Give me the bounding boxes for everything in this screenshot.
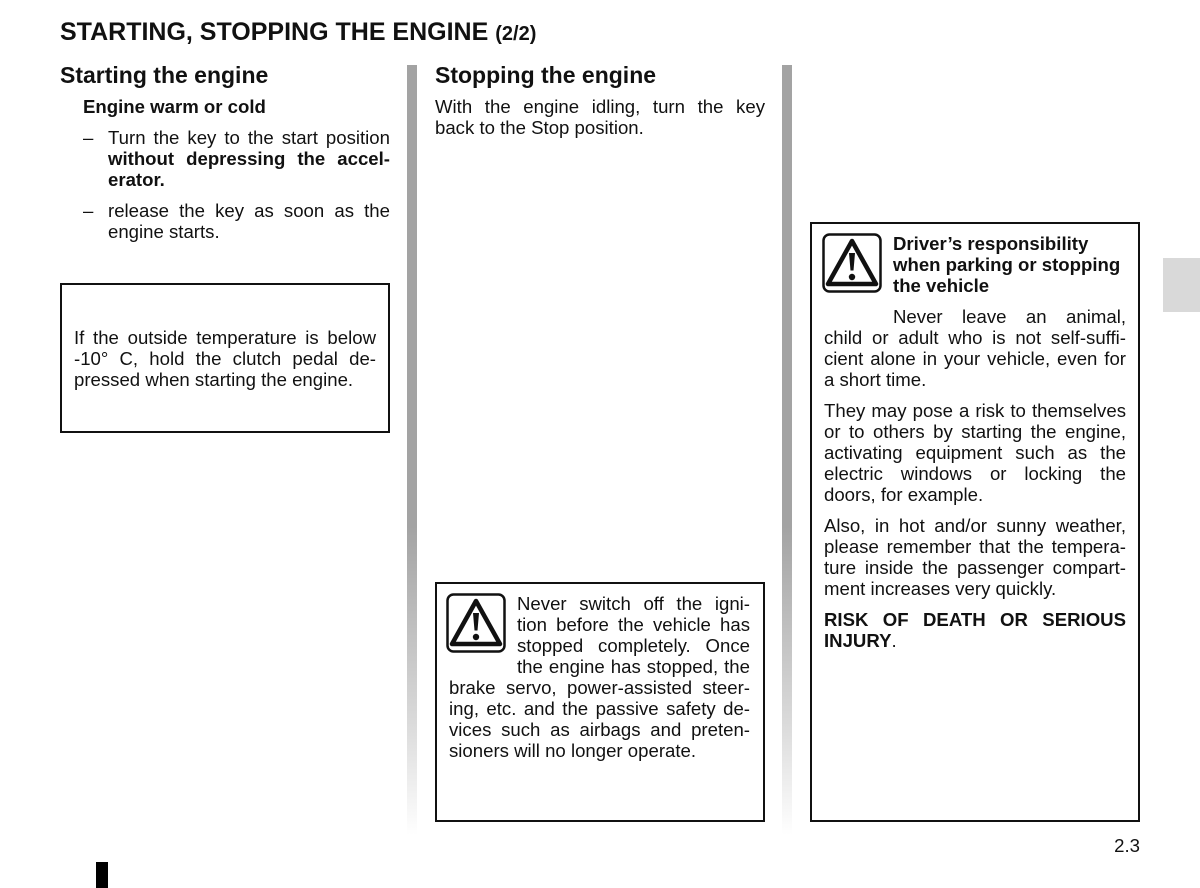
warning-line: stopped completely. Once	[517, 635, 750, 656]
section-tab	[1163, 258, 1200, 312]
paragraph-line: electric windows or locking the	[824, 463, 1126, 484]
warning-heading-line: the vehicle	[893, 275, 990, 296]
step-line-emphasis: erator.	[108, 169, 165, 190]
warning-line: ing, etc. and the passive safety de-	[449, 698, 750, 719]
crop-mark	[96, 862, 108, 888]
column-side-rule	[782, 65, 792, 835]
paragraph-line: doors, for example.	[824, 484, 984, 505]
stopping-instructions	[435, 96, 765, 138]
section-heading-starting: Starting the engine	[60, 62, 269, 88]
warning-triangle-icon	[446, 593, 506, 653]
warning-line: brake servo, power-assisted steer-	[449, 677, 750, 698]
paragraph-line: activating equipment such as the	[824, 442, 1126, 463]
warning-heading-line: Driver’s responsibility	[893, 233, 1089, 254]
paragraph-line: please remember that the tempera-	[824, 536, 1126, 557]
step-line: engine starts.	[108, 221, 220, 242]
paragraph-line: cient alone in your vehicle, even for	[824, 348, 1126, 369]
warning-line: Never switch off the igni-	[517, 593, 750, 614]
step-text	[108, 200, 390, 242]
paragraph-line: Never leave an animal,	[893, 306, 1126, 327]
paragraph-line: a short time.	[824, 369, 927, 390]
driver-responsibility-warning-box	[810, 222, 1140, 822]
warning-line: sioners will no longer operate.	[449, 740, 697, 761]
warning-paragraph	[824, 306, 1126, 390]
note-line: If the outside temperature is below	[74, 326, 376, 348]
page-number: 2.3	[1114, 835, 1140, 856]
page-title	[60, 17, 536, 49]
ignition-warning-box	[435, 582, 765, 822]
risk-line-end: .	[891, 630, 897, 651]
risk-statement	[824, 609, 1126, 651]
warning-line: the engine has stopped, the	[517, 656, 750, 677]
step-line-emphasis: without depressing the accel-	[108, 148, 390, 169]
column-side-rule	[407, 65, 417, 835]
page-title-part: (2/2)	[495, 23, 537, 45]
step-dash: –	[83, 200, 94, 221]
step-line: release the key as soon as the	[108, 200, 390, 221]
warning-heading-line: when parking or stopping	[893, 254, 1121, 275]
paragraph-line: ment increases very quickly.	[824, 578, 1057, 599]
cold-start-note-box	[60, 283, 390, 433]
paragraph-line: ture inside the passenger compart-	[824, 557, 1126, 578]
section-heading-stopping: Stopping the engine	[435, 62, 657, 88]
step-list	[83, 127, 390, 252]
warning-paragraph	[824, 400, 1126, 505]
warning-line: vices such as airbags and preten-	[449, 719, 750, 740]
page-title-text: STARTING, STOPPING THE ENGINE	[60, 18, 489, 46]
note-line: pressed when starting the engine.	[74, 368, 354, 390]
instruction-line: With the engine idling, turn the key	[435, 96, 765, 117]
paragraph-line: They may pose a risk to themselves	[824, 400, 1126, 421]
step-item	[83, 200, 390, 242]
instruction-line: back to the Stop position.	[435, 117, 644, 138]
step-item	[83, 127, 390, 190]
step-line: Turn the key to the start position	[108, 127, 390, 148]
warning-line: tion before the vehicle has	[517, 614, 750, 635]
paragraph-line: child or adult who is not self-suffi-	[824, 327, 1126, 348]
step-dash: –	[83, 127, 94, 148]
paragraph-line: Also, in hot and/or sunny weather,	[824, 515, 1126, 536]
subheading-engine-warm-or-cold: Engine warm or cold	[83, 96, 266, 117]
risk-line-bold: INJURY	[824, 630, 892, 651]
warning-paragraph	[824, 515, 1126, 599]
step-text	[108, 127, 390, 190]
paragraph-line: or to others by starting the engine,	[824, 421, 1126, 442]
risk-line	[824, 630, 1126, 651]
warning-triangle-icon	[822, 233, 882, 293]
note-line: -10° C, hold the clutch pedal de-	[74, 347, 376, 369]
risk-line: RISK OF DEATH OR SERIOUS	[824, 609, 1126, 630]
